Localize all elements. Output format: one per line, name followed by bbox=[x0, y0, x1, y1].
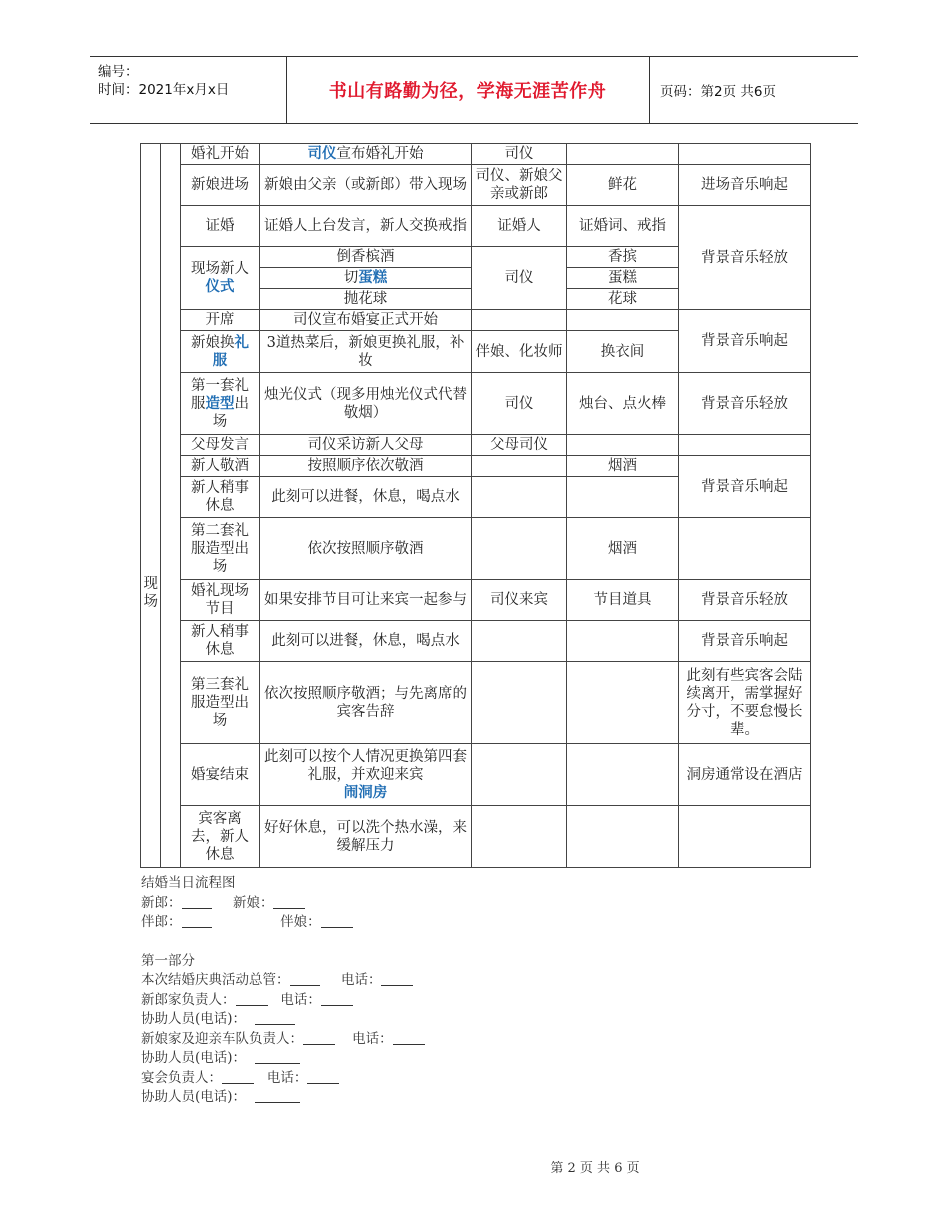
music-text: 背景音乐轻放 bbox=[701, 592, 788, 608]
best-man-field[interactable] bbox=[182, 913, 212, 928]
page-header bbox=[90, 56, 858, 124]
music-text: 进场音乐响起 bbox=[701, 177, 788, 193]
music-cell bbox=[679, 518, 811, 580]
desc-text: 抛花球 bbox=[343, 291, 388, 307]
phone-label: 电话： bbox=[352, 1030, 393, 1047]
header-divider bbox=[649, 57, 650, 123]
music-cell bbox=[679, 621, 811, 662]
table-row bbox=[141, 621, 811, 662]
table-row bbox=[141, 744, 811, 806]
props-cell bbox=[567, 268, 679, 289]
music-cell bbox=[679, 310, 811, 373]
person-cell bbox=[472, 435, 567, 456]
item-text: 新人稍事休息 bbox=[191, 480, 249, 514]
item-cell bbox=[181, 373, 260, 435]
manager-label: 本次结婚庆典活动总管： bbox=[141, 972, 290, 988]
desc-text: 司仪采访新人父母 bbox=[307, 437, 424, 453]
props-cell bbox=[567, 662, 679, 744]
music-cell bbox=[679, 662, 811, 744]
person-cell bbox=[472, 806, 567, 868]
desc-text: 此刻可以按个人情况更换第四套礼服，并欢迎来宾 bbox=[264, 748, 467, 783]
highlight-text: 蛋糕 bbox=[358, 270, 388, 286]
banquet-head-line bbox=[141, 1069, 425, 1089]
bride-label: 新娘： bbox=[232, 894, 274, 911]
props-cell bbox=[567, 373, 679, 435]
person-cell bbox=[472, 331, 567, 373]
chart-title: 结婚当日流程图 bbox=[141, 875, 236, 891]
person-cell bbox=[472, 518, 567, 580]
table-row bbox=[141, 580, 811, 621]
person-text: 证婚人 bbox=[497, 218, 541, 234]
person-cell bbox=[472, 662, 567, 744]
item-cell bbox=[181, 310, 260, 331]
bride-head-label: 新娘家及迎亲车队负责人： bbox=[141, 1030, 303, 1047]
desc-cell bbox=[260, 456, 472, 477]
music-text: 此刻有些宾客会陆续离开，需掌握好分寸，不要怠慢长辈。 bbox=[686, 667, 803, 738]
highlight-text: 闹洞房 bbox=[343, 784, 388, 801]
manager-phone-field[interactable] bbox=[381, 971, 413, 986]
props-cell bbox=[567, 144, 679, 165]
props-cell bbox=[567, 580, 679, 621]
person-cell bbox=[472, 206, 567, 247]
page-footer bbox=[0, 1157, 950, 1176]
person-cell bbox=[472, 580, 567, 621]
desc-cell bbox=[260, 165, 472, 206]
props-text: 节目道具 bbox=[593, 592, 652, 608]
desc-cell bbox=[260, 518, 472, 580]
desc-text: 如果安排节目可让来宾一起参与 bbox=[264, 592, 467, 608]
person-cell bbox=[472, 744, 567, 806]
props-cell bbox=[567, 621, 679, 662]
desc-cell bbox=[260, 373, 472, 435]
item-text: 证婚 bbox=[205, 218, 235, 234]
banquet-head-label: 宴会负责人： bbox=[141, 1069, 222, 1086]
manager-line bbox=[141, 971, 425, 991]
desc-cell bbox=[260, 268, 472, 289]
desc-text: 证婚人上台发言，新人交换戒指 bbox=[264, 218, 467, 234]
item-text: 婚礼现场节目 bbox=[191, 583, 249, 617]
groom-head-line bbox=[141, 991, 425, 1011]
music-text: 背景音乐响起 bbox=[701, 333, 788, 349]
person-text: 司仪 bbox=[504, 146, 534, 162]
table-row bbox=[141, 165, 811, 206]
desc-cell bbox=[260, 289, 472, 310]
props-text: 花球 bbox=[608, 291, 637, 307]
person-text: 司仪 bbox=[504, 395, 534, 412]
music-cell bbox=[679, 456, 811, 518]
music-cell bbox=[679, 744, 811, 806]
time-label: 时间：2021年x月x日 bbox=[98, 82, 230, 98]
props-cell bbox=[567, 477, 679, 518]
highlight-text: 礼服 bbox=[212, 334, 249, 369]
desc-text: 此刻可以进餐，休息，喝点水 bbox=[271, 633, 460, 649]
desc-cell bbox=[260, 247, 472, 268]
highlight-text: 司仪 bbox=[307, 146, 337, 162]
item-text: 第二套礼服造型出场 bbox=[191, 522, 249, 575]
groom-head-label: 新郎家负责人： bbox=[141, 991, 236, 1008]
desc-text: 按照顺序依次敬酒 bbox=[307, 458, 424, 474]
person-text: 司仪 bbox=[504, 270, 534, 286]
music-text: 背景音乐轻放 bbox=[701, 249, 788, 266]
music-cell bbox=[679, 373, 811, 435]
table-row bbox=[141, 435, 811, 456]
props-text: 换衣间 bbox=[600, 343, 645, 360]
props-cell bbox=[567, 744, 679, 806]
table-row bbox=[141, 518, 811, 580]
item-text: 新人敬酒 bbox=[191, 458, 249, 474]
music-cell bbox=[679, 580, 811, 621]
music-cell bbox=[679, 435, 811, 456]
assist-field[interactable] bbox=[255, 1049, 300, 1064]
desc-cell bbox=[260, 806, 472, 868]
item-text: 第一套礼服 bbox=[191, 377, 249, 412]
props-cell bbox=[567, 289, 679, 310]
blank-column bbox=[161, 144, 181, 868]
item-cell bbox=[181, 206, 260, 247]
assist-field[interactable] bbox=[255, 1010, 295, 1025]
person-text: 伴娘、化妆师 bbox=[475, 343, 563, 360]
best-man-label: 伴郎： bbox=[141, 914, 182, 930]
item-cell bbox=[181, 247, 260, 310]
props-text: 烟酒 bbox=[608, 458, 637, 474]
person-cell bbox=[472, 165, 567, 206]
item-text: 开席 bbox=[205, 312, 235, 328]
desc-cell bbox=[260, 744, 472, 806]
desc-text: 好好休息，可以洗个热水澡，来缓解压力 bbox=[264, 819, 467, 854]
music-cell bbox=[679, 206, 811, 310]
phone-label: 电话： bbox=[280, 991, 321, 1008]
phone-label: 电话： bbox=[340, 972, 382, 988]
desc-text: 新娘由父亲（或新郎）带入现场 bbox=[264, 177, 467, 193]
item-text: 新娘换 bbox=[191, 334, 235, 351]
person-cell bbox=[472, 144, 567, 165]
music-text: 洞房通常设在酒店 bbox=[686, 766, 803, 783]
props-text: 鲜花 bbox=[608, 177, 637, 193]
item-text: 婚礼开始 bbox=[191, 146, 249, 162]
person-cell bbox=[472, 456, 567, 477]
props-cell bbox=[567, 165, 679, 206]
props-cell bbox=[567, 310, 679, 331]
attendant-line bbox=[141, 913, 425, 933]
assist-line bbox=[141, 1088, 425, 1108]
item-cell bbox=[181, 456, 260, 477]
item-cell bbox=[181, 662, 260, 744]
section-label: 现场 bbox=[143, 576, 158, 610]
manager-field[interactable] bbox=[290, 971, 320, 986]
props-cell bbox=[567, 331, 679, 373]
props-text: 烟酒 bbox=[608, 540, 637, 557]
item-cell bbox=[181, 477, 260, 518]
groom-head-phone-field[interactable] bbox=[321, 991, 353, 1006]
highlight-text: 仪式 bbox=[205, 279, 235, 295]
table-row bbox=[141, 206, 811, 247]
item-cell bbox=[181, 744, 260, 806]
item-text: 父母发言 bbox=[191, 437, 249, 453]
desc-text: 切 bbox=[343, 270, 359, 286]
table-row bbox=[141, 456, 811, 477]
item-cell bbox=[181, 580, 260, 621]
desc-cell bbox=[260, 580, 472, 621]
desc-text: 依次按照顺序敬酒；与先离席的宾客告辞 bbox=[264, 685, 467, 720]
desc-cell bbox=[260, 144, 472, 165]
bride-head-line bbox=[141, 1030, 425, 1050]
bride-head-field[interactable] bbox=[303, 1030, 335, 1045]
props-cell bbox=[567, 518, 679, 580]
bride-head-phone-field[interactable] bbox=[393, 1030, 425, 1045]
item-cell bbox=[181, 806, 260, 868]
wedding-flow-table bbox=[140, 143, 811, 868]
music-cell bbox=[679, 144, 811, 165]
phone-label: 电话： bbox=[266, 1069, 308, 1086]
groom-head-field[interactable] bbox=[236, 991, 268, 1006]
item-cell bbox=[181, 144, 260, 165]
groom-field[interactable] bbox=[182, 894, 212, 909]
person-text: 司仪来宾 bbox=[490, 592, 548, 608]
item-cell bbox=[181, 435, 260, 456]
person-cell bbox=[472, 373, 567, 435]
music-text: 背景音乐响起 bbox=[701, 633, 788, 649]
item-text: 新娘进场 bbox=[191, 177, 249, 193]
item-cell bbox=[181, 331, 260, 373]
item-cell bbox=[181, 518, 260, 580]
props-cell bbox=[567, 806, 679, 868]
section-label-cell bbox=[141, 144, 161, 868]
desc-cell bbox=[260, 662, 472, 744]
couple-line bbox=[141, 894, 425, 914]
assist-label: 协助人员(电话)： bbox=[141, 1011, 247, 1027]
person-text: 司仪、新娘父亲或新郎 bbox=[475, 168, 563, 202]
item-text: 新人稍事休息 bbox=[191, 624, 249, 658]
table-row bbox=[141, 662, 811, 744]
props-cell bbox=[567, 206, 679, 247]
table-row bbox=[141, 806, 811, 868]
music-cell bbox=[679, 165, 811, 206]
item-cell bbox=[181, 621, 260, 662]
footer-page-number: 第 2 页 共 6 页 bbox=[550, 1161, 640, 1176]
desc-text: 司仪宣布婚宴正式开始 bbox=[293, 312, 438, 328]
desc-cell bbox=[260, 477, 472, 518]
item-text: 宾客离去，新人休息 bbox=[191, 810, 249, 863]
music-cell bbox=[679, 806, 811, 868]
assist-line bbox=[141, 1049, 425, 1069]
item-text: 现场新人 bbox=[191, 261, 249, 277]
header-meta bbox=[98, 63, 229, 99]
item-cell bbox=[181, 165, 260, 206]
desc-cell bbox=[260, 435, 472, 456]
desc-text: 宣布婚礼开始 bbox=[336, 146, 424, 162]
props-text: 蛋糕 bbox=[608, 270, 637, 286]
header-motto: 书山有路勤为径，学海无涯苦作舟 bbox=[328, 81, 607, 102]
assist-label: 协助人员(电话)： bbox=[141, 1089, 247, 1105]
bridesmaid-field[interactable] bbox=[321, 913, 353, 928]
desc-text: 3道热菜后，新娘更换礼服，补妆 bbox=[266, 334, 465, 369]
desc-cell bbox=[260, 331, 472, 373]
props-cell bbox=[567, 456, 679, 477]
assist-field[interactable] bbox=[255, 1088, 300, 1103]
person-cell bbox=[472, 621, 567, 662]
desc-text: 倒香槟酒 bbox=[336, 249, 395, 265]
contact-section bbox=[141, 874, 425, 1108]
props-cell bbox=[567, 247, 679, 268]
desc-text: 此刻可以进餐，休息，喝点水 bbox=[271, 489, 460, 505]
header-page-label: 页码：第2页 共6页 bbox=[660, 84, 776, 100]
props-text: 证婚词、戒指 bbox=[579, 218, 666, 234]
banquet-head-phone-field[interactable] bbox=[307, 1069, 339, 1084]
table-row bbox=[141, 373, 811, 435]
person-text: 父母司仪 bbox=[490, 437, 548, 453]
person-cell bbox=[472, 310, 567, 331]
music-text: 背景音乐响起 bbox=[701, 478, 788, 495]
part-title: 第一部分 bbox=[141, 952, 195, 969]
banquet-head-field[interactable] bbox=[222, 1069, 254, 1084]
highlight-text: 造型 bbox=[205, 395, 235, 412]
desc-cell bbox=[260, 206, 472, 247]
bride-field[interactable] bbox=[273, 894, 305, 909]
id-label: 编号： bbox=[98, 64, 139, 80]
desc-cell bbox=[260, 621, 472, 662]
item-text: 婚宴结束 bbox=[191, 766, 249, 783]
assist-label: 协助人员(电话)： bbox=[141, 1050, 247, 1066]
props-text: 烛台、点火棒 bbox=[579, 395, 666, 412]
desc-text: 依次按照顺序敬酒 bbox=[307, 540, 424, 557]
music-text: 背景音乐轻放 bbox=[701, 395, 788, 412]
desc-text: 烛光仪式（现多用烛光仪式代替敬烟） bbox=[264, 386, 467, 421]
props-cell bbox=[567, 435, 679, 456]
bridesmaid-label: 伴娘： bbox=[280, 914, 321, 930]
props-text: 香摈 bbox=[608, 249, 637, 265]
table-row bbox=[141, 310, 811, 331]
person-cell bbox=[472, 247, 567, 310]
table-row bbox=[141, 144, 811, 165]
assist-line bbox=[141, 1010, 425, 1030]
person-cell bbox=[472, 477, 567, 518]
desc-cell bbox=[260, 310, 472, 331]
item-text: 第三套礼服造型出场 bbox=[191, 676, 249, 729]
item-text: 出场 bbox=[212, 395, 249, 430]
groom-label: 新郎： bbox=[141, 894, 182, 911]
